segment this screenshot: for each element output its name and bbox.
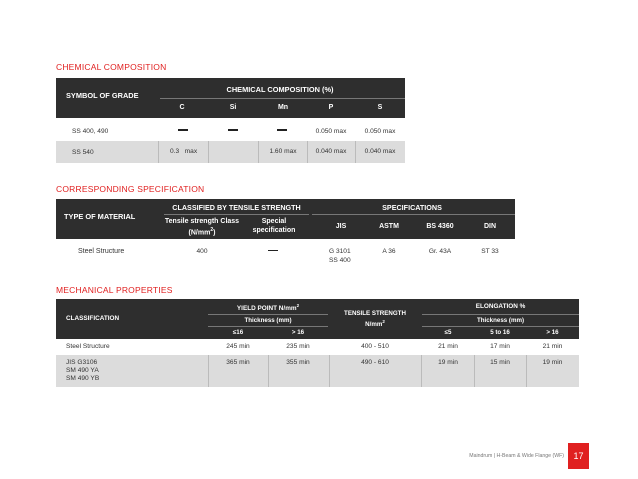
col-si: Si (229, 104, 237, 111)
mech-row-2-e2: 15 min (490, 359, 510, 366)
sup: 2 (296, 303, 300, 308)
tensile-strength-header: TENSILE STRENGTH (344, 310, 406, 317)
yield-point-header (208, 303, 328, 312)
col-bs4360: BS 4360 (426, 223, 454, 230)
specifications-header: SPECIFICATIONS (382, 203, 442, 212)
section-title-specification: CORRESPONDING SPECIFICATION (56, 184, 205, 194)
mech-row-1-e3: 21 min (542, 343, 563, 350)
mech-row-1-e2: 17 min (490, 343, 510, 350)
sup: 2 (210, 227, 214, 233)
tensile-class-end: ) (213, 229, 216, 237)
tensile-unit (330, 319, 420, 328)
mech-row-2-ts: 490 - 610 (361, 359, 389, 366)
section-title-chemical: CHEMICAL COMPOSITION (56, 62, 167, 72)
chem-row-2-p: 0.040 max (315, 148, 347, 155)
chem-row-2-c: 0.3 max (170, 148, 198, 155)
type-of-material-header: TYPE OF MATERIAL (64, 212, 136, 221)
spec-jis-1: G 3101 (329, 248, 351, 255)
spec-special-dash (268, 250, 278, 251)
chem-composition-header: CHEMICAL COMPOSITION (%) (226, 85, 334, 94)
spec-jis-2: SS 400 (329, 257, 351, 264)
dash-mn (277, 129, 287, 131)
footer-text: Maindrum | H-Beam & Wide Flange (WF) (469, 453, 564, 459)
mech-row-2-name-2: SM 490 YA (66, 367, 99, 374)
spec-din: ST 33 (481, 248, 499, 255)
mech-row-1-e1: 21 min (438, 343, 458, 350)
mech-row-2-name-3: SM 490 YB (66, 375, 100, 382)
elongation-thickness: Thickness (mm) (476, 317, 525, 324)
col-c: C (179, 104, 185, 111)
page-number: 17 (568, 443, 589, 469)
col-jis: JIS (335, 223, 347, 230)
tensile-unit-text: N/mm (365, 321, 383, 329)
chem-row-1-s: 0.050 max (364, 128, 396, 135)
sup: 2 (382, 319, 385, 324)
yield-col-gt16: > 16 (291, 329, 305, 336)
mech-row-1-ts: 400 - 510 (361, 343, 389, 350)
chem-row-2-s: 0.040 max (364, 148, 396, 155)
elongation-header: ELONGATION % (475, 303, 526, 310)
divider (208, 141, 209, 163)
yield-text: YIELD POINT N/mm (236, 305, 297, 313)
mech-row-2-e1: 19 min (438, 359, 458, 366)
divider (422, 314, 579, 315)
classification-header: CLASSIFICATION (66, 315, 120, 322)
divider (164, 214, 309, 215)
symbol-of-grade-header: SYMBOL OF GRADE (66, 91, 139, 100)
col-mn: Mn (277, 104, 289, 111)
elong-col-le5: ≤5 (444, 329, 452, 336)
spec-bs: Gr. 43A (428, 248, 452, 255)
col-p: P (328, 104, 334, 111)
chem-row-1-p: 0.050 max (315, 128, 347, 135)
divider (160, 98, 405, 99)
spec-astm: A 36 (382, 248, 396, 255)
divider (208, 326, 328, 327)
mech-row-1-y1: 245 min (226, 343, 250, 350)
chem-row-2-grade: SS 540 (72, 149, 94, 156)
chem-row-2-mn: 1.60 max (269, 148, 297, 155)
chem-row-1-grade: SS 400, 490 (72, 128, 109, 135)
mech-row-2-y1: 365 min (226, 359, 250, 366)
spec-type: Steel Structure (78, 248, 125, 255)
mech-row-1-name: Steel Structure (66, 343, 110, 350)
col-astm: ASTM (379, 223, 399, 230)
tensile-class-text: Tensile strength Class (N/mm (164, 218, 240, 237)
special-spec-header: Special specification (252, 218, 296, 234)
elong-col-5to16: 5 to 16 (490, 329, 510, 336)
dash-si (228, 129, 238, 131)
section-title-mechanical: MECHANICAL PROPERTIES (56, 285, 173, 295)
tensile-class-header (164, 217, 240, 237)
spec-class: 400 (196, 248, 208, 255)
divider (422, 326, 579, 327)
mech-row-2-name-1: JIS G3106 (66, 359, 98, 366)
yield-thickness: Thickness (mm) (244, 317, 292, 324)
divider (208, 314, 328, 315)
col-din: DIN (483, 223, 497, 230)
dash-c (178, 129, 188, 131)
classified-header: CLASSIFIED BY TENSILE STRENGTH (172, 203, 301, 212)
mech-row-2-y2: 355 min (286, 359, 310, 366)
divider (158, 141, 159, 163)
mech-row-1-y2: 235 min (286, 343, 310, 350)
yield-col-le16: ≤16 (232, 329, 244, 336)
divider (312, 214, 515, 215)
col-s: S (377, 104, 383, 111)
elong-col-gt16: > 16 (546, 329, 559, 336)
mech-row-2-e3: 19 min (542, 359, 563, 366)
